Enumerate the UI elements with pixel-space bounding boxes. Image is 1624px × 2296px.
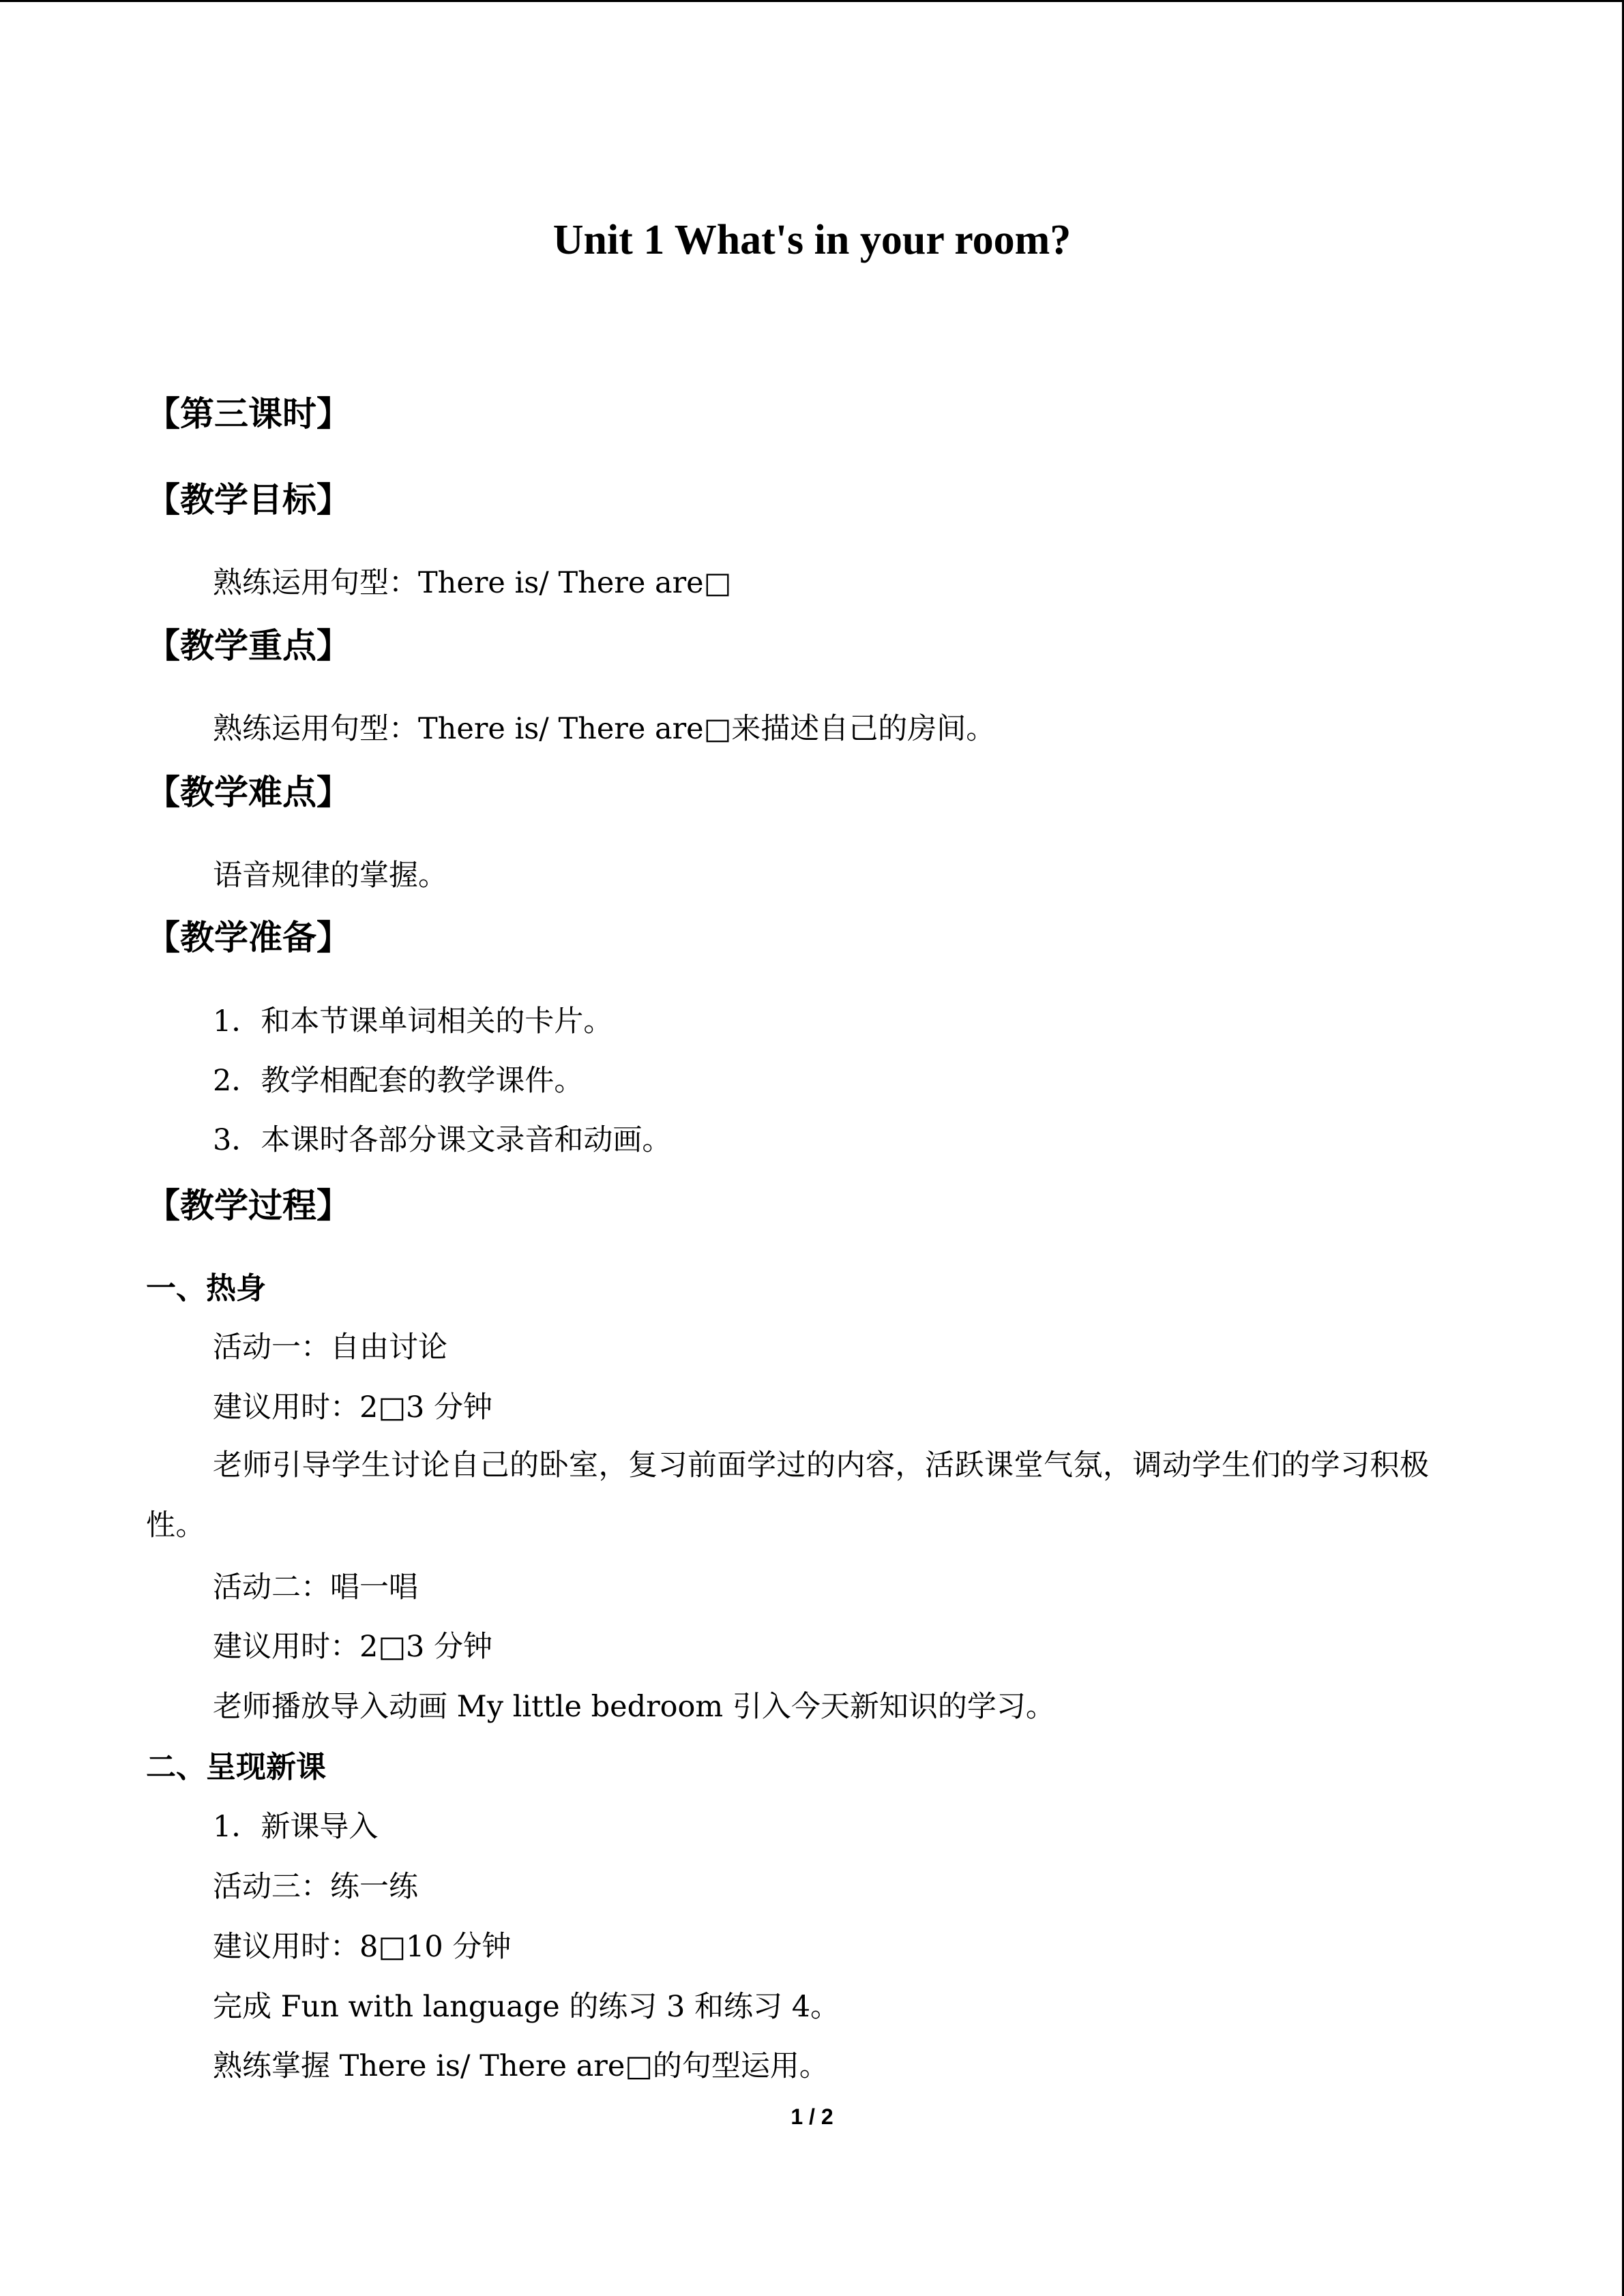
page-number: 1 / 2 [791, 2104, 833, 2129]
activity2-title: 活动二：唱一唱 [213, 1570, 418, 1605]
preparation-item: 1．和本节课单词相关的卡片。 [213, 1004, 613, 1039]
key-points-heading: 【教学重点】 [146, 626, 351, 666]
preparation-item: 3．本课时各部分课文录音和动画。 [213, 1123, 672, 1157]
new-lesson-intro: 1．新课导入 [213, 1810, 379, 1844]
activity3-title: 活动三：练一练 [213, 1870, 418, 1904]
process-heading: 【教学过程】 [146, 1186, 351, 1225]
objectives-text: 熟练运用句型：There is/ There are□ [213, 566, 732, 600]
activity2-description: 老师播放导入动画 My little bedroom 引入今天新知识的学习。 [213, 1690, 1055, 1724]
warm-up-heading: 一、热身 [146, 1271, 266, 1306]
new-lesson-heading: 二、呈现新课 [146, 1750, 326, 1785]
document-title: Unit 1 What's in your room? [552, 217, 1072, 263]
preparation-heading: 【教学准备】 [146, 918, 351, 957]
activity3-goal: 熟练掌握 There is/ There are□的句型运用。 [213, 2049, 829, 2083]
activity3-description: 完成 Fun with language 的练习 3 和练习 4。 [213, 1990, 840, 2024]
activity1-time: 建议用时：2□3 分钟 [213, 1390, 493, 1425]
difficult-points-heading: 【教学难点】 [146, 773, 351, 812]
page-top-border [0, 0, 1624, 2]
preparation-item: 2．教学相配套的教学课件。 [213, 1064, 584, 1098]
key-points-text: 熟练运用句型：There is/ There are□来描述自己的房间。 [213, 712, 996, 746]
difficult-points-text: 语音规律的掌握。 [213, 859, 447, 893]
objectives-heading: 【教学目标】 [146, 480, 351, 520]
lesson-heading: 【第三课时】 [146, 394, 351, 434]
activity3-time: 建议用时：8□10 分钟 [213, 1930, 512, 1964]
activity1-title: 活动一：自由讨论 [213, 1330, 447, 1365]
activity2-time: 建议用时：2□3 分钟 [213, 1630, 493, 1664]
activity1-description: 老师引导学生讨论自己的卧室，复习前面学过的内容，活跃课堂气氛，调动学生们的学习积极性。 [146, 1448, 1430, 1542]
